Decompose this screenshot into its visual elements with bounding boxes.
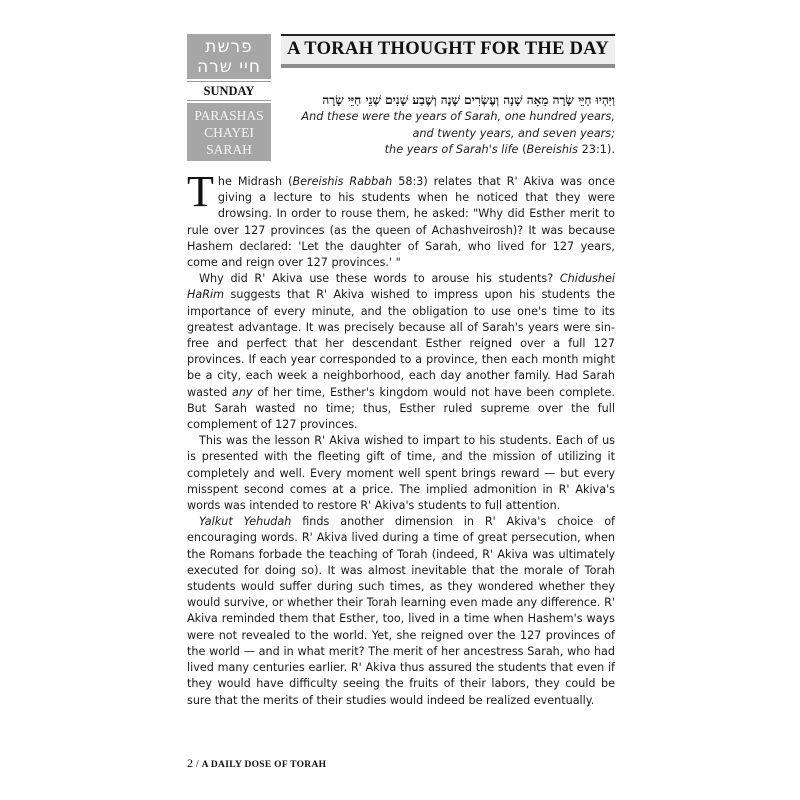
verse-english-line1: And these were the years of Sarah, one hundred years, xyxy=(301,110,615,123)
parasha-line2: CHAYEI xyxy=(204,125,254,140)
article-body xyxy=(187,167,615,709)
footer-separator: / xyxy=(193,758,202,770)
paragraph-2: Why did R' Akiva use these words to arouse his students? Chidushei HaRim suggests that R' Akiva wished to impress upon his students the importance of every minute, and the obligation to use one's time to its greatest advantage. It was precisely because all of Sarah's years were sin-free and perfect that her descendant Esther reigned over a full 127 provinces. If each year corresponded to a province, then each month might be a city, each week a neighborhood, each day another family. Had Sarah wasted any of her time, Esther's kingdom would not have been complete. But Sarah wasted no time; thus, Esther ruled supreme over the full complement of 127 provinces. xyxy=(187,272,615,432)
book-title: A DAILY DOSE OF TORAH xyxy=(201,760,327,770)
parasha-line1: PARASHAS xyxy=(194,108,264,123)
day-label: SUNDAY xyxy=(187,81,271,101)
page-number: 2 xyxy=(187,756,193,770)
hebrew-parasha-line2: חיי שרה xyxy=(197,57,261,77)
verse-english-line3: the years of Sarah's life (Bereishis 23:1). xyxy=(384,143,615,156)
paragraph-4: Yalkut Yehudah finds another dimension in R' Akiva's choice of encouraging words. R' Akiva lived during a time of great persecution, when the Romans forbade the teaching of Torah (indeed, R' Akiva was ultimately executed for doing so). It was almost inevitable that the morale of Torah students would suffer during such times, as they wondered whether they would survive, or whether their Torah learning even made any difference. R' Akiva reminded them that Esther, too, lived in a time when Hashem's ways were not revealed to the world. Yet, she reigned over the 127 provinces of the world — and in what merit? The merit of her ancestress Sarah, who had lived many centuries earlier. R' Akiva thus assured the students that even if they would have difficulty seeing the fruits of their labors, they could be sure that the merits of their studies would indeed be realized eventually. xyxy=(187,515,615,707)
section-title: A TORAH THOUGHT FOR THE DAY xyxy=(287,39,609,59)
hebrew-parasha-box xyxy=(187,34,271,79)
section-title-bar xyxy=(281,34,615,68)
verse-citation-book: Bereishis xyxy=(526,143,579,156)
page-footer xyxy=(187,756,326,771)
verse-hebrew: וַיִּהְיוּ חַיֵּי שָׂרָה מֵאָה שָׁנָה וְעֶשְׂרִים שָׁנָה וְשֶׁבַע שָׁנִים שְׁנֵי חַיֵּי שָׂרָה xyxy=(322,93,615,107)
verse-english xyxy=(281,109,615,159)
parasha-line3: SARAH xyxy=(206,142,252,157)
drop-cap: T xyxy=(187,167,214,216)
sidebar xyxy=(187,34,271,161)
parasha-name-box xyxy=(187,103,271,161)
paragraph-1: The Midrash (Bereishis Rabbah 58:3) relates that R' Akiva was once giving a lecture to his students when he noticed that they were drowsing. In order to rouse them, he asked: "Why did Esther merit to rule over 127 provinces (as the queen of Achashveirosh)? It was because Hashem declared: 'Let the daughter of Sarah, who lived for 127 years, come and reign over 127 provinces.' " xyxy=(187,167,615,270)
hebrew-parasha-line1: פרשת xyxy=(205,37,253,57)
paragraph-3: This was the lesson R' Akiva wished to impart to his students. Each of us is presented with the fleeting gift of time, and the mission of utilizing it completely and well. Every moment well spent brings reward — but every misspent second comes at a price. The implied admonition in R' Akiva's words was intended to restore R' Akiva's students to full attention. xyxy=(187,434,615,513)
verse-block xyxy=(281,92,615,159)
verse-english-line2: and twenty years, and seven years; xyxy=(412,126,615,140)
